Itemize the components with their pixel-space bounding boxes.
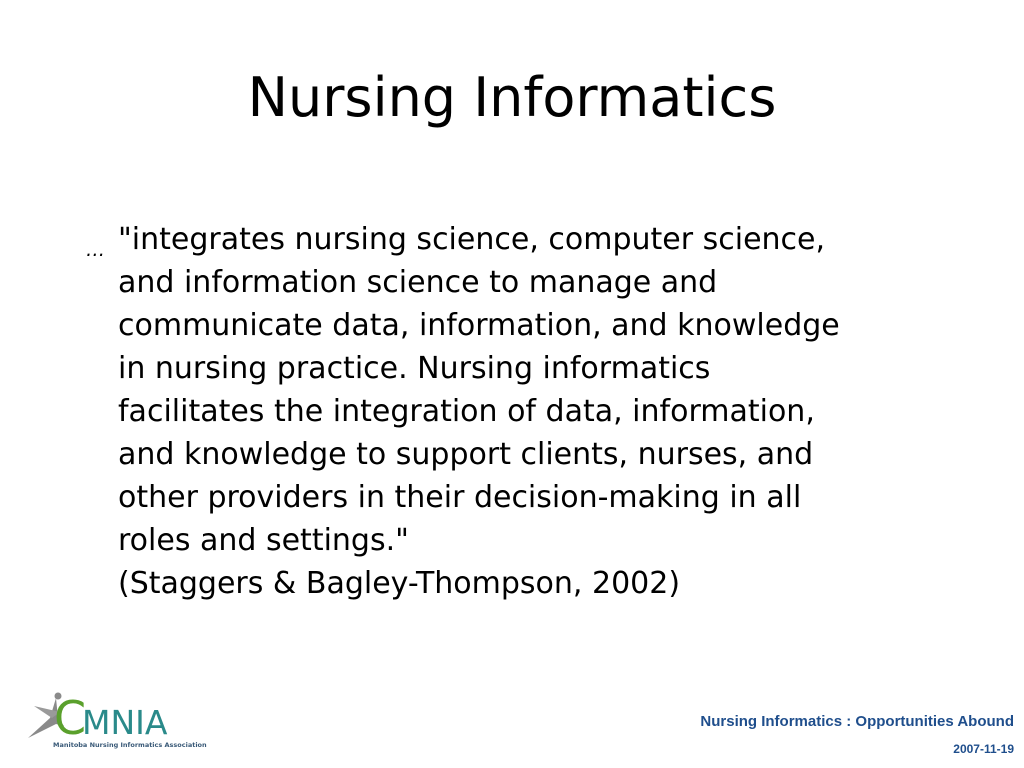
quote-line: "integrates nursing science, computer science,	[118, 222, 826, 257]
quote-line: and information science to manage and	[118, 265, 718, 300]
quote-line: communicate data, information, and knowledge	[118, 308, 840, 343]
logo-tagline: Manitoba Nursing Informatics Association	[53, 741, 207, 749]
quote-line: facilitates the integration of data, information,	[118, 394, 815, 429]
quote-line: other providers in their decision-making in all	[118, 480, 802, 515]
quote-block	[118, 218, 998, 605]
citation: (Staggers & Bagley-Thompson, 2002)	[118, 566, 681, 601]
footer-title: Nursing Informatics : Opportunities Abound	[700, 713, 1014, 730]
bullet-marker: …	[86, 239, 105, 261]
slide-title: Nursing Informatics	[247, 66, 777, 129]
footer-date: 2007-11-19	[953, 742, 1014, 756]
quote-line: in nursing practice. Nursing informatics	[118, 351, 711, 386]
quote-line: roles and settings."	[118, 523, 409, 558]
logo-letter-c: C	[54, 691, 87, 745]
quote-line: and knowledge to support clients, nurses, and	[118, 437, 814, 472]
logo-wordmark: MNIA	[82, 703, 168, 742]
